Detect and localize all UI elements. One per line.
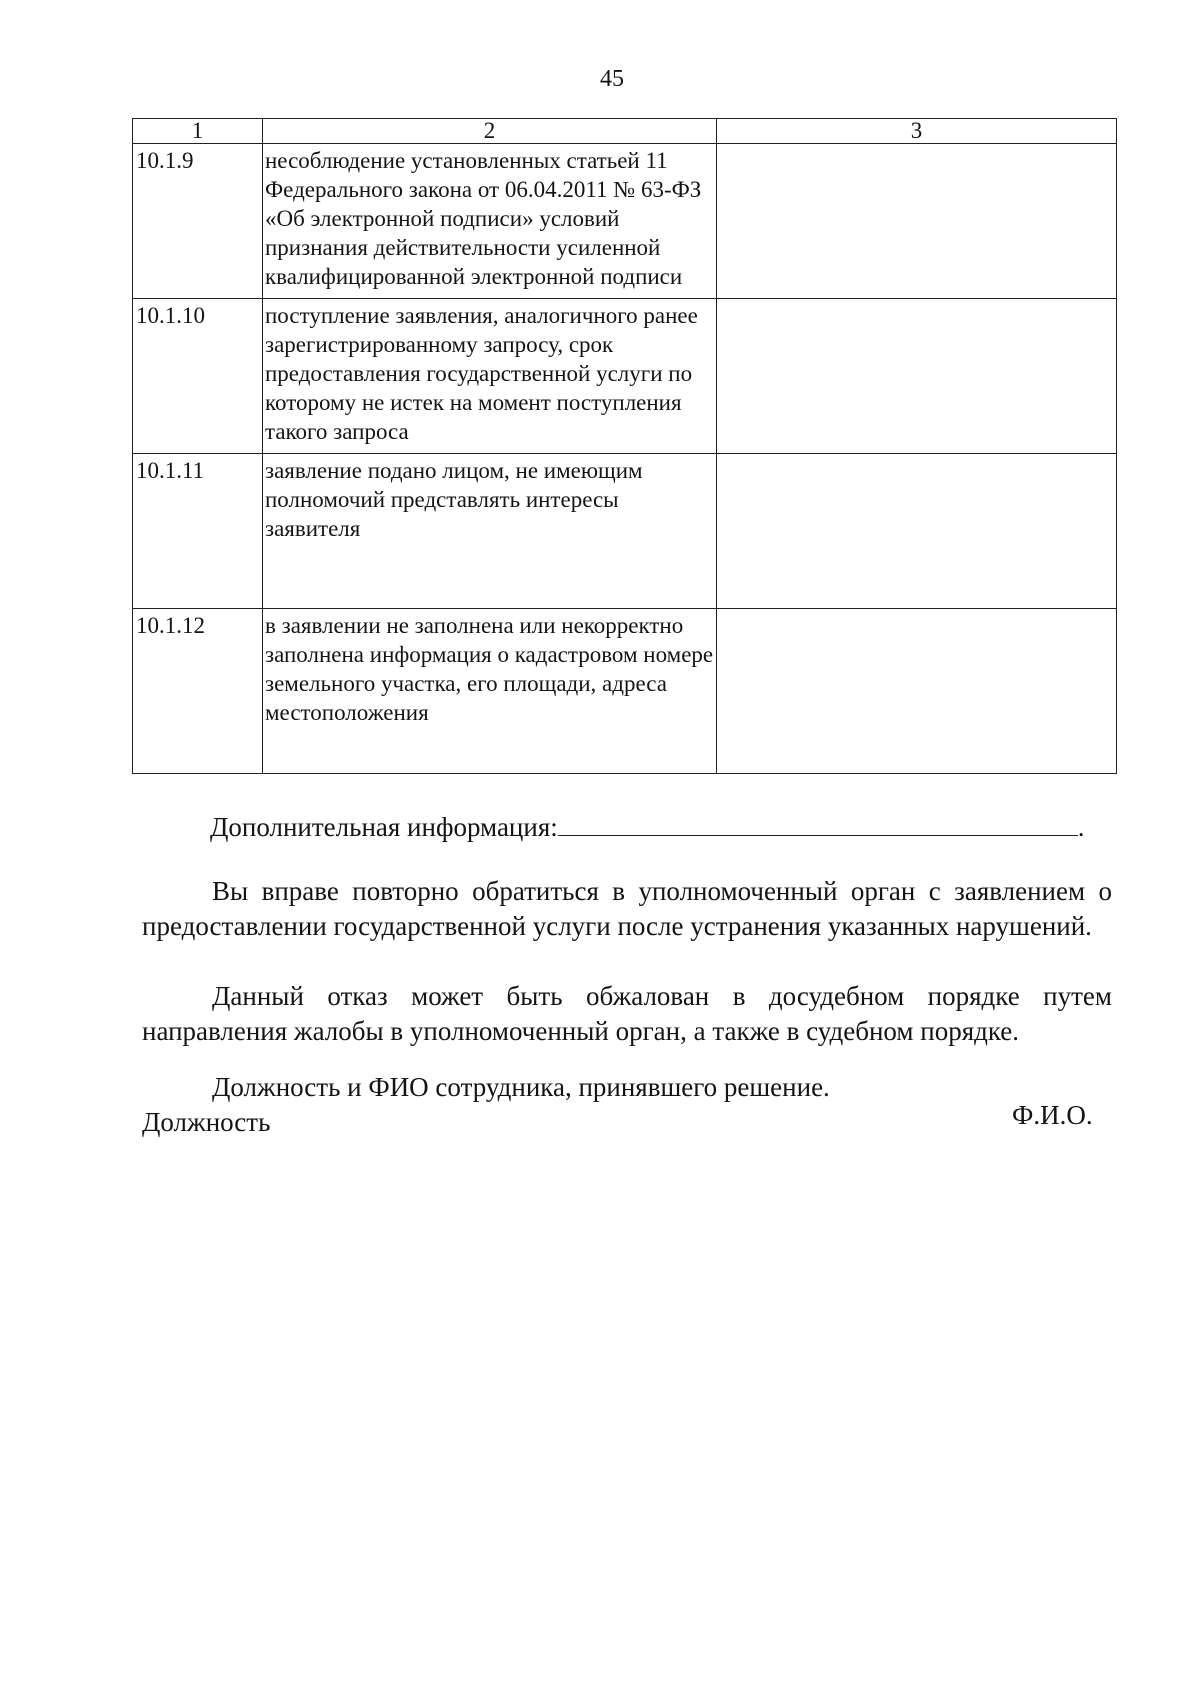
appeal-text: Данный отказ может быть обжалован в досудебном порядке путем направления жалобы в уполномоченный орган, а также в судебном порядке. bbox=[142, 981, 1112, 1046]
table-header-row bbox=[133, 119, 1117, 144]
signature-name-label: Ф.И.О. bbox=[1012, 1100, 1093, 1130]
table-row bbox=[133, 144, 1117, 299]
row-code: 10.1.11 bbox=[133, 454, 263, 609]
table-header-col-3: 3 bbox=[717, 119, 1117, 144]
signature-position-label: Должность bbox=[142, 1107, 271, 1137]
table-header-col-1: 1 bbox=[133, 119, 263, 144]
additional-info-label: Дополнительная информация: bbox=[210, 812, 558, 842]
row-note bbox=[717, 144, 1117, 299]
signature-title: Должность и ФИО сотрудника, принявшего решение. bbox=[212, 1072, 830, 1102]
row-description: в заявлении не заполнена или некорректно заполнена информация о кадастровом номере земельного участка, его площади, адреса местоположения bbox=[263, 609, 717, 774]
row-note bbox=[717, 609, 1117, 774]
table-row bbox=[133, 454, 1117, 609]
row-code: 10.1.9 bbox=[133, 144, 263, 299]
table-row bbox=[133, 299, 1117, 454]
row-code: 10.1.12 bbox=[133, 609, 263, 774]
appeal-paragraph bbox=[142, 979, 1112, 1049]
refusal-grounds-table bbox=[132, 118, 1117, 774]
additional-info-blank-line bbox=[558, 813, 1078, 836]
page-number: 45 bbox=[600, 66, 624, 92]
row-code: 10.1.10 bbox=[133, 299, 263, 454]
row-description: поступление заявления, аналогичного ранее зарегистрированному запросу, срок предоставления государственной услуги по которому не истек на момент поступления такого запроса bbox=[263, 299, 717, 454]
row-note bbox=[717, 454, 1117, 609]
row-description: несоблюдение установленных статьей 11 Федерального закона от 06.04.2011 № 63-ФЗ «Об электронной подписи» условий признания действительности усиленной квалифицированной электронной подписи bbox=[263, 144, 717, 299]
table-row bbox=[133, 609, 1117, 774]
table-header-col-2: 2 bbox=[263, 119, 717, 144]
additional-info bbox=[210, 812, 1085, 843]
reapply-text: Вы вправе повторно обратиться в уполномоченный орган с заявлением о предоставлении государственной услуги после устранения указанных нарушений. bbox=[142, 876, 1112, 941]
row-note bbox=[717, 299, 1117, 454]
reapply-paragraph bbox=[142, 874, 1112, 944]
row-description: заявление подано лицом, не имеющим полномочий представлять интересы заявителя bbox=[263, 454, 717, 609]
additional-info-end: . bbox=[1077, 812, 1085, 842]
